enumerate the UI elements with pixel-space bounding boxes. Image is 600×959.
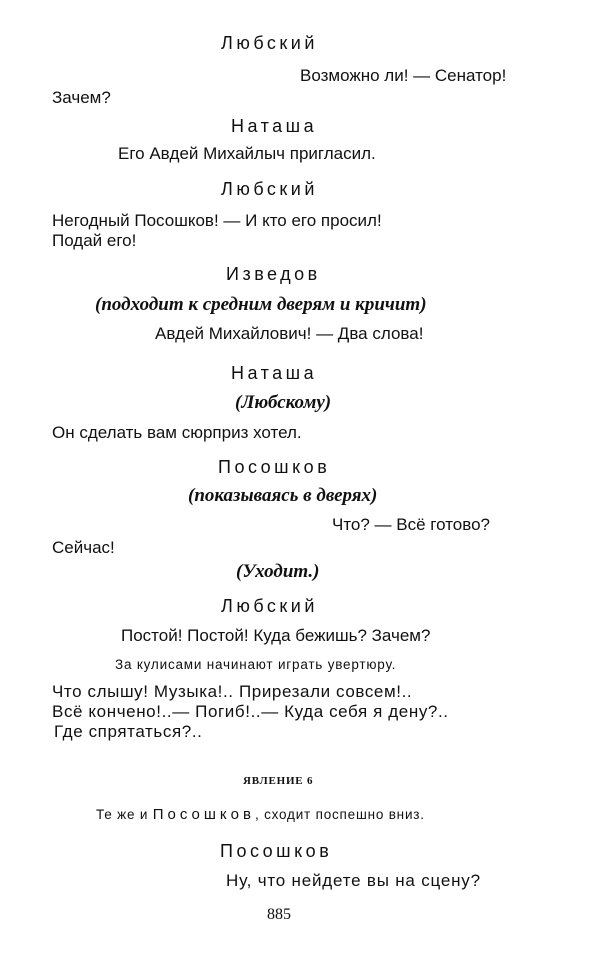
speaker-name: Наташа: [231, 116, 318, 136]
speaker-name: Изведов: [226, 264, 321, 284]
dialogue-line: Ну, что нейдете вы на сцену?: [226, 871, 481, 890]
page-number: 885: [267, 906, 291, 923]
dialogue-line: Он сделать вам сюрприз хотел.: [52, 423, 302, 442]
dialogue-line: Всё кончено!..— Погиб!..— Куда себя я дену?..: [52, 702, 449, 721]
speaker-name: Посошков: [218, 457, 331, 477]
stage-direction: (Уходит.): [236, 561, 320, 582]
scene-heading: ЯВЛЕНИЕ 6: [243, 775, 314, 787]
dialogue-line: Зачем?: [52, 88, 111, 107]
dialogue-line: Где спрятаться?..: [54, 722, 203, 741]
dialogue-line: Возможно ли! — Сенатор!: [300, 66, 507, 85]
stage-direction: (Любскому): [235, 392, 332, 413]
stage-direction: За кулисами начинают играть увертюру.: [115, 657, 397, 672]
speaker-name: Любский: [221, 596, 318, 616]
dialogue-line: Подай его!: [52, 231, 137, 250]
dialogue-line: Негодный Посошков! — И кто его просил!: [52, 211, 382, 230]
stage-direction-part: Те же и: [96, 807, 149, 822]
dialogue-line: Что слышу! Музыка!.. Прирезали совсем!..: [52, 682, 413, 701]
dialogue-line: Постой! Постой! Куда бежишь? Зачем?: [121, 626, 431, 645]
speaker-name: Любский: [221, 179, 318, 199]
dialogue-line: Его Авдей Михайлыч пригласил.: [118, 144, 376, 163]
stage-direction-part: , сходит поспешно вниз.: [254, 807, 425, 822]
stage-direction: (подходит к средним дверям и кричит): [95, 294, 427, 315]
dialogue-line: Сейчас!: [52, 538, 115, 557]
speaker-name: Любский: [221, 33, 318, 53]
character-name: Посошков: [152, 806, 255, 823]
dialogue-line: Авдей Михайлович! — Два слова!: [155, 324, 424, 343]
speaker-name: Наташа: [231, 363, 318, 383]
stage-direction: (показываясь в дверях): [188, 485, 378, 506]
stage-direction: [96, 805, 425, 825]
dialogue-line: Что? — Всё готово?: [332, 515, 491, 534]
speaker-name: Посошков: [220, 841, 333, 861]
